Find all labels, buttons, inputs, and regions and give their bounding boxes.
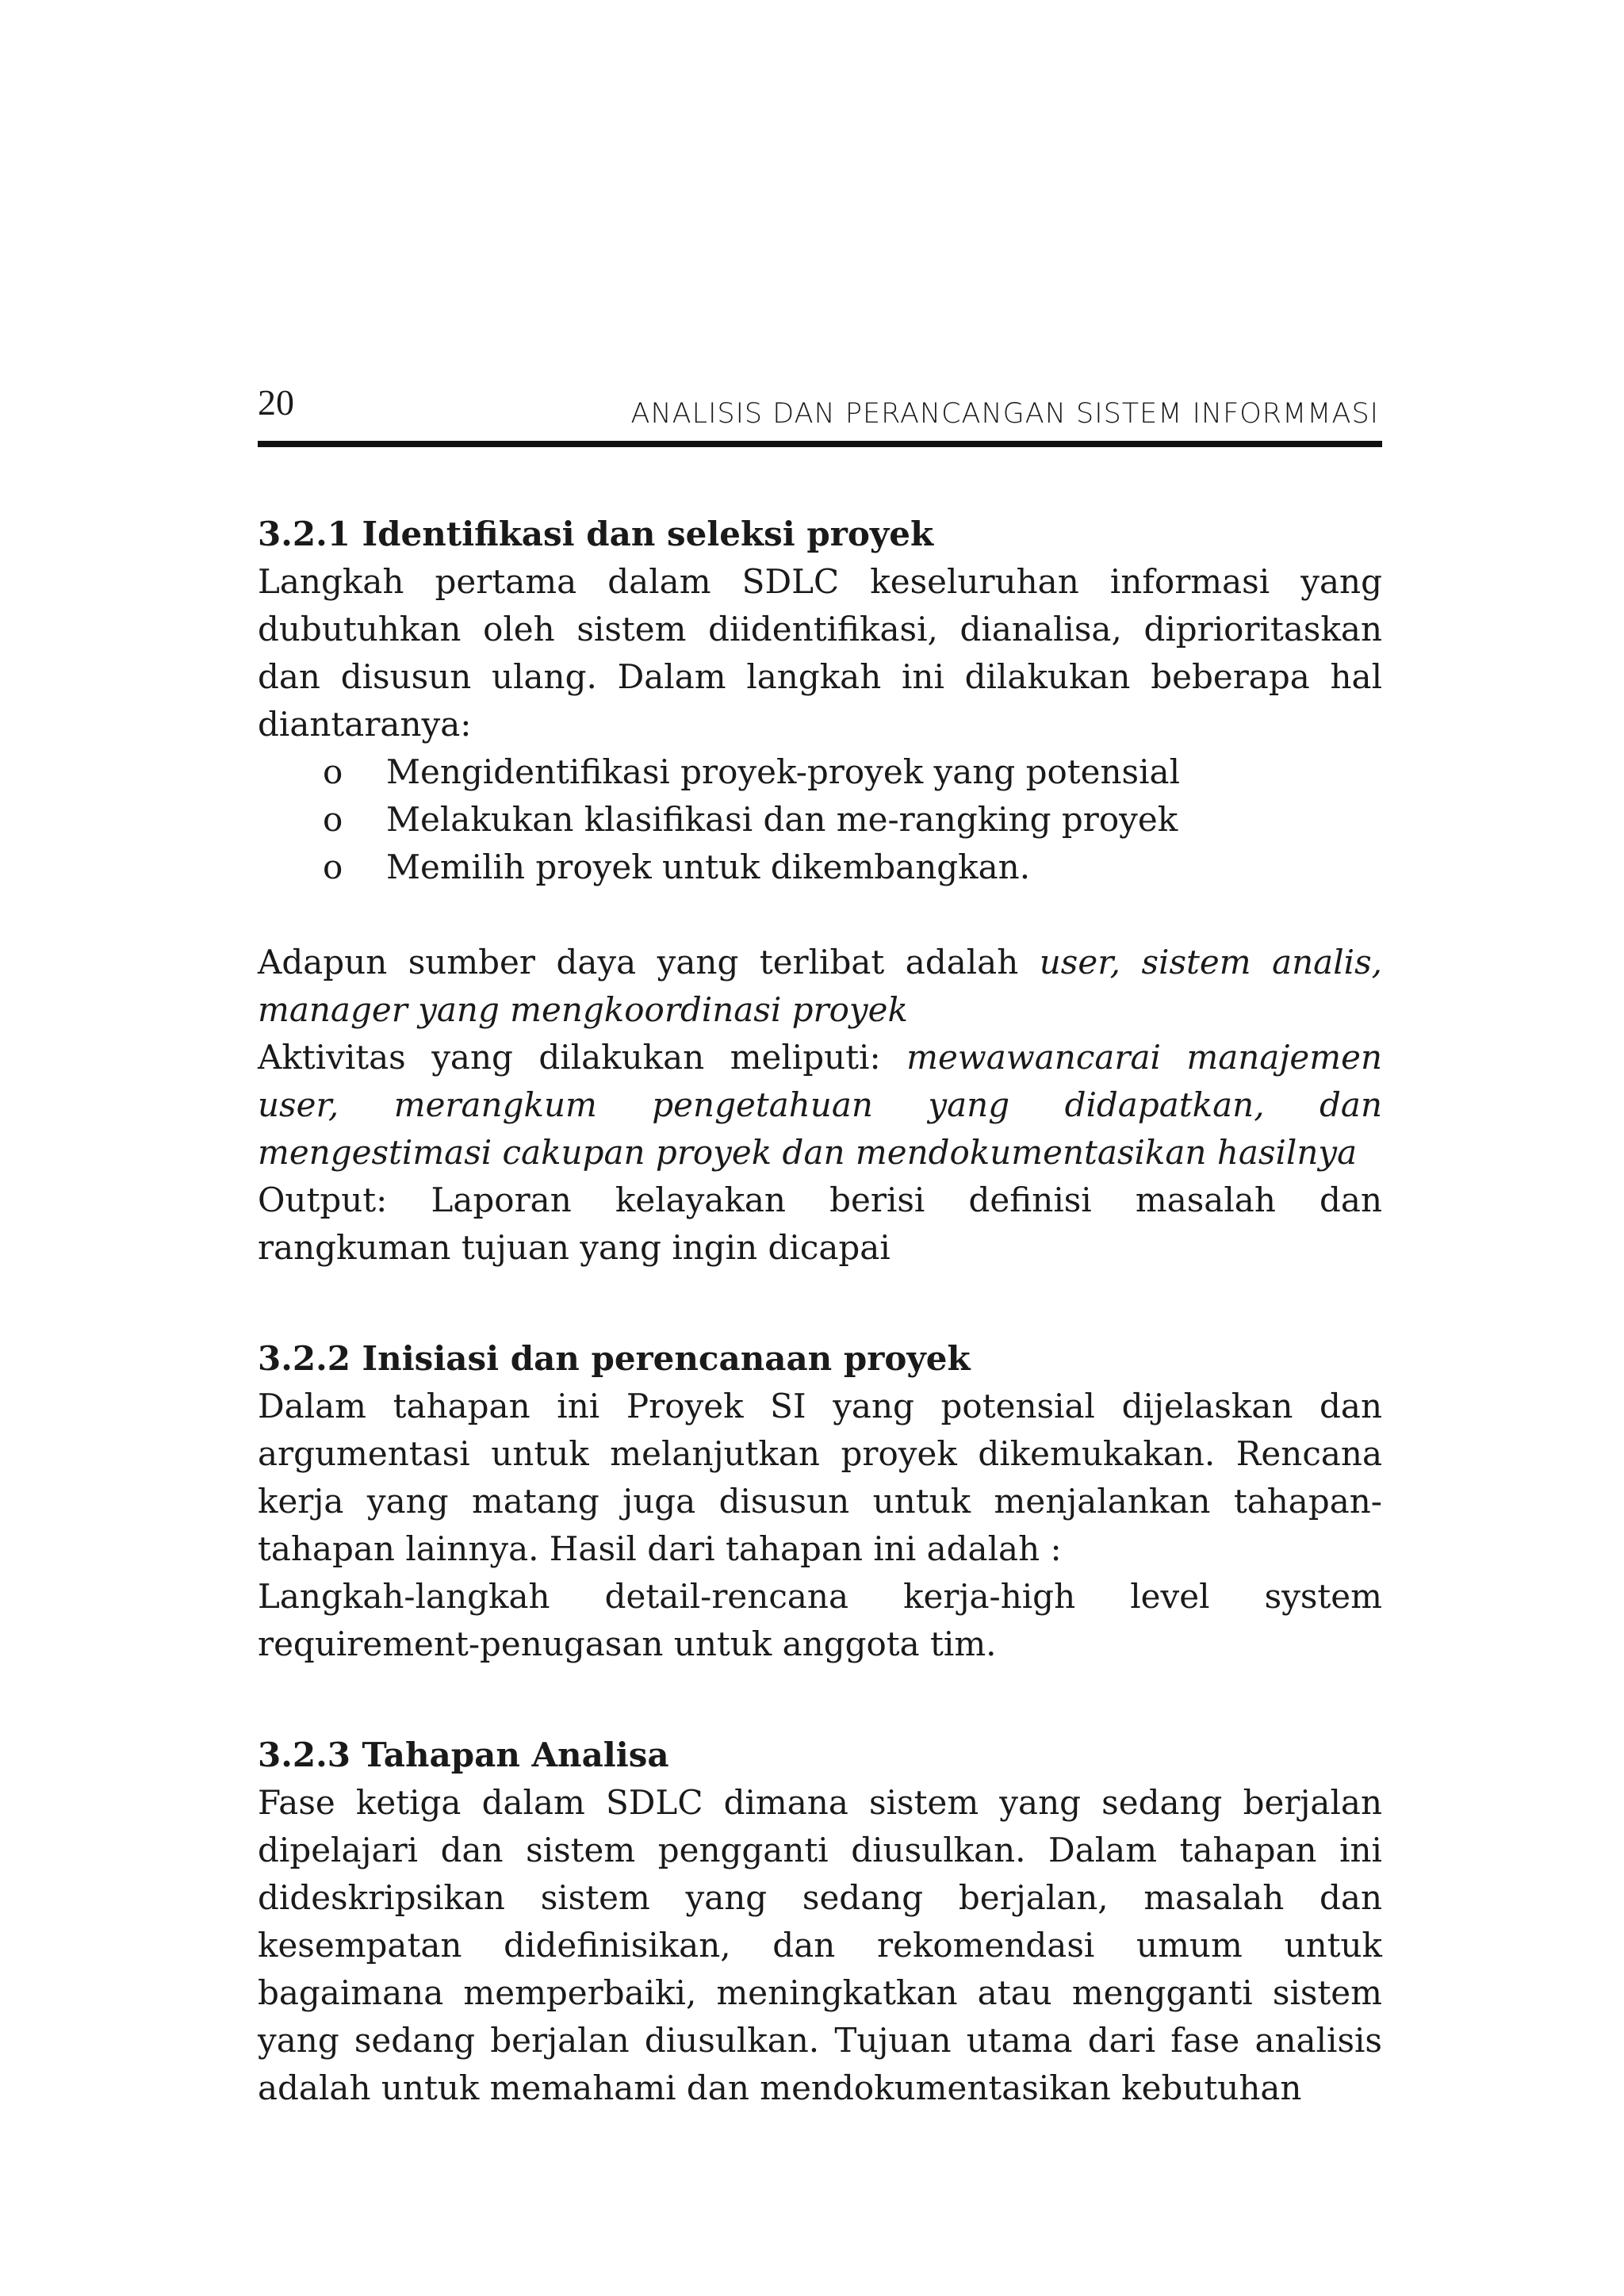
resources-paragraph <box>258 939 1382 1034</box>
section-intro: Langkah pertama dalam SDLC keseluruhan informasi yang dubutuhkan oleh sistem diidentifikasi, dianalisa, diprioritaskan dan disusun ulang. Dalam langkah ini dilakukan beberapa hal diantaranya: <box>258 562 1382 744</box>
bullet-list <box>258 748 1382 891</box>
header-rule <box>258 441 1382 447</box>
activities-lead: Aktivitas yang dilakukan meliputi: <box>258 1038 907 1077</box>
section-3-2-3 <box>258 1732 1382 2112</box>
circle-bullet-icon: o <box>323 752 343 791</box>
output-paragraph: Output: Laporan kelayakan berisi definisi masalah dan rangkuman tujuan yang ingin dicapai <box>258 1181 1382 1267</box>
section-heading: 3.2.2 Inisiasi dan perencanaan proyek <box>258 1339 971 1378</box>
section-body: Dalam tahapan ini Proyek SI yang potensial dijelaskan dan argumentasi untuk melanjutkan proyek dikemukakan. Rencana kerja yang matang juga disusun untuk menjalankan tahapan-tahapan lainnya. Hasil dari tahapan ini adalah : <box>258 1387 1382 1568</box>
list-item-text: Mengidentifikasi proyek-proyek yang potensial <box>386 752 1181 791</box>
list-item <box>258 748 1382 796</box>
section-heading: 3.2.1 Identifikasi dan seleksi proyek <box>258 515 934 553</box>
list-item <box>258 844 1382 891</box>
section-3-2-2 <box>258 1335 1382 1668</box>
book-page <box>258 381 1382 2112</box>
section-heading: 3.2.3 Tahapan Analisa <box>258 1735 669 1774</box>
resources-lead: Adapun sumber daya yang terlibat adalah <box>258 943 1040 982</box>
resources-italic: user, sistem analis, manager yang mengkoordinasi proyek <box>258 943 1382 1029</box>
section-body: Fase ketiga dalam SDLC dimana sistem yang sedang berjalan dipelajari dan sistem pengganti diusulkan. Dalam tahapan ini dideskripsikan sistem yang sedang berjalan, masalah dan kesempatan didefinisikan, dan rekomendasi umum untuk bagaimana memperbaiki, meningkatkan atau mengganti sistem yang sedang berjalan diusulkan. Tujuan utama dari fase analisis adalah untuk memahami dan mendokumentasikan kebutuhan <box>258 1783 1382 2107</box>
running-title: ANALISIS DAN PERANCANGAN SISTEM INFORMMASI <box>630 398 1379 430</box>
list-item-text: Memilih proyek untuk dikembangkan. <box>386 848 1031 886</box>
section-result: Langkah-langkah detail-rencana kerja-high level system requirement-penugasan untuk anggota tim. <box>258 1577 1382 1663</box>
activities-italic: mewawancarai manajemen user, merangkum pengetahuan yang didapatkan, dan mengestimasi cakupan proyek dan mendokumentasikan hasilnya <box>258 1038 1382 1172</box>
activities-paragraph <box>258 1034 1382 1177</box>
list-item <box>258 796 1382 844</box>
section-3-2-1 <box>258 511 1382 1272</box>
paragraph-gap <box>258 891 1382 939</box>
running-head <box>258 381 1382 431</box>
page-number: 20 <box>258 382 294 423</box>
circle-bullet-icon: o <box>323 800 343 839</box>
list-item-text: Melakukan klasifikasi dan me-rangking proyek <box>386 800 1178 839</box>
circle-bullet-icon: o <box>323 848 343 886</box>
